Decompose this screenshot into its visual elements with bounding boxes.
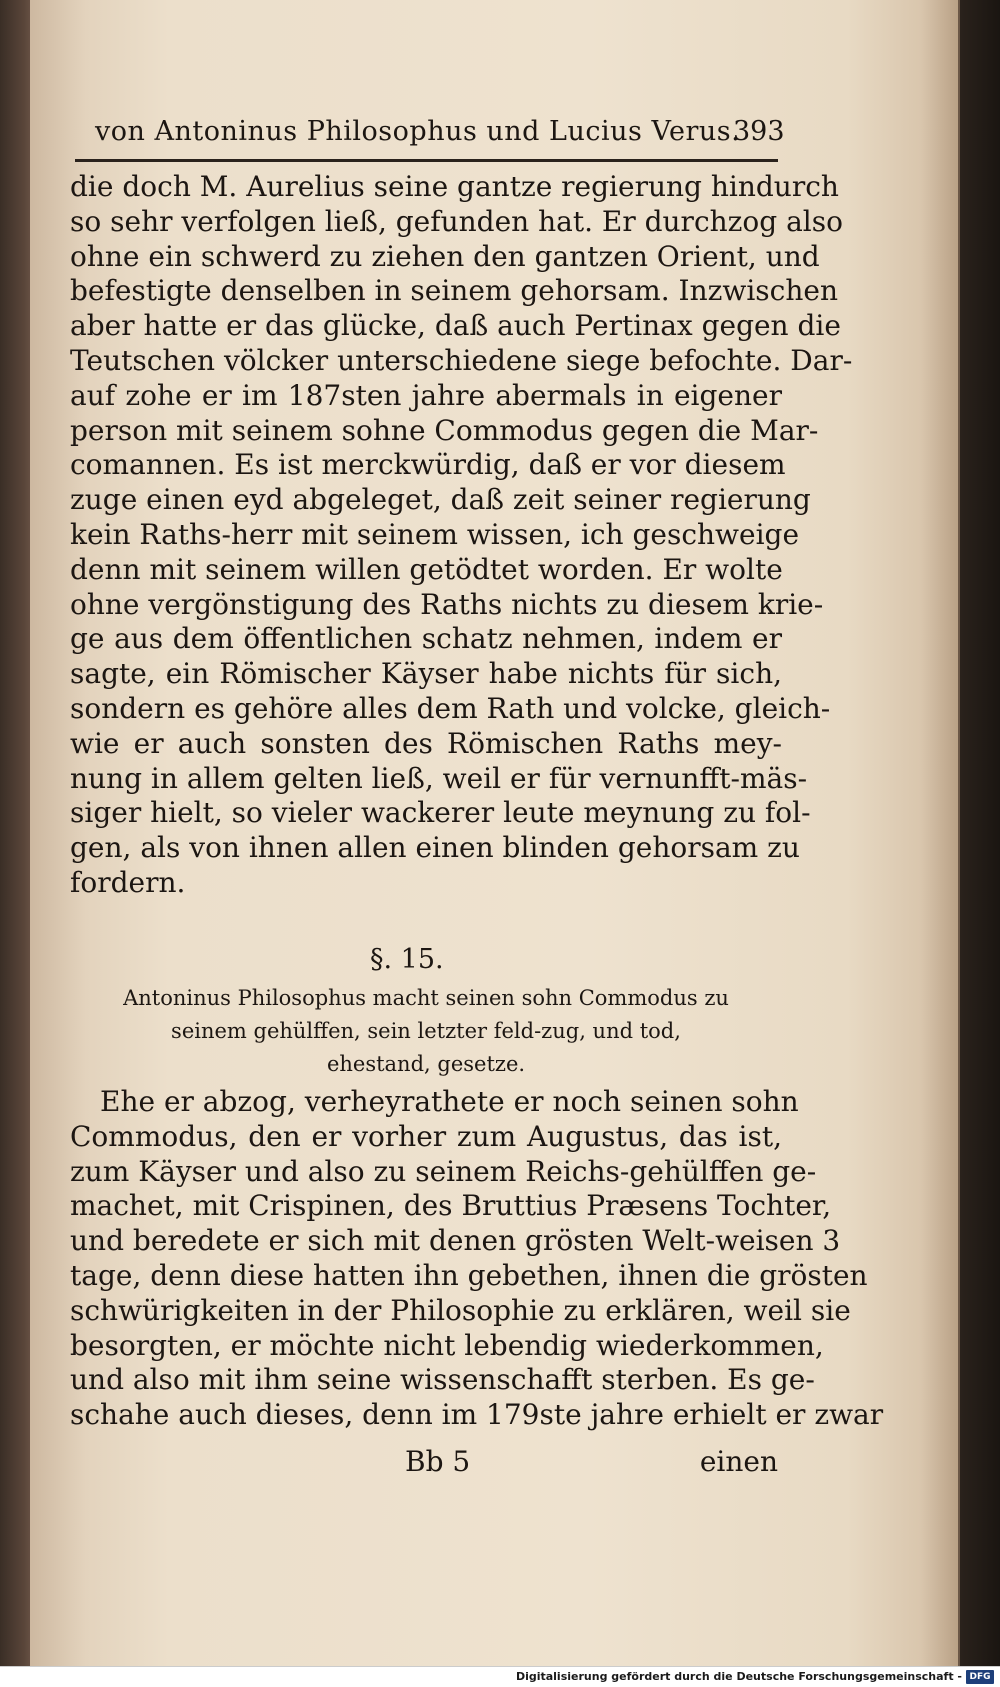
text-line: siger hielt, so vieler wackerer leute meynung zu fol- [70,796,811,830]
text-line: tage, denn diese hatten ihn gebethen, ihnen die grösten [70,1258,868,1292]
text-line: ohne vergönstigung des Raths nichts zu diesem krie- [70,587,824,621]
body-text-block-2 [70,1085,884,1433]
text-line: gen, als von ihnen allen einen blinden gehorsam zu [70,831,800,865]
text-line: ohne ein schwerd zu ziehen den gantzen Orient, und [70,239,820,273]
text-line: kein Raths-herr mit seinem wissen, ich geschweige [70,517,800,551]
text-line: zuge einen eyd abgeleget, daß zeit seiner regierung [70,483,811,517]
section-number: §. 15. [370,944,444,975]
page-edge-shadow [960,0,1000,1666]
text-line: besorgten, er möchte nicht lebendig wiederkommen, [70,1328,824,1362]
text-line: so sehr verfolgen ließ, gefunden hat. Er durchzog also [70,204,843,238]
text-line: Ehe er abzog, verheyrathete er noch seinen sohn [100,1085,799,1118]
text-line: machet, mit Crispinen, des Bruttius Præsens Tochter, [70,1189,832,1223]
text-line: denn mit seinem willen getödtet worden. Er wolte [70,552,783,586]
text-line: sagte, ein Römischer Käyser habe nichts für sich, [70,657,782,691]
text-line: und also mit ihm seine wissenschafft sterben. Es ge- [70,1363,815,1397]
text-line: auf zohe er im 187sten jahre abermals in eigener [70,378,782,412]
text-line: zum Käyser und also zu seinem Reichs-gehülffen ge- [70,1154,817,1188]
header-rule [75,159,778,162]
text-line: die doch M. Aurelius seine gantze regierung hindurch [70,170,839,203]
running-head: von Antoninus Philosophus und Lucius Verus. [95,116,741,147]
body-text-block-1 [70,170,853,901]
text-line: sondern es gehöre alles dem Rath und volcke, gleich- [70,691,831,725]
text-line: ge aus dem öffentlichen schatz nehmen, indem er [70,622,782,656]
page-number: 393 [733,116,785,147]
text-line: nung in allem gelten ließ, weil er für vernunfft-mäs- [70,761,808,795]
digitization-credit-bar [0,1666,1000,1687]
text-line: fordern. [70,865,186,899]
dfg-logo: DFG [966,1670,994,1684]
text-line: und beredete er sich mit denen grösten Welt-weisen 3 [70,1224,841,1258]
text-line: befestigte denselben in seinem gehorsam. Inzwischen [70,274,838,308]
text-line: wie er auch sonsten des Römischen Raths mey- [70,726,782,760]
signature-mark: Bb 5 [405,1445,471,1478]
text-line: Commodus, den er vorher zum Augustus, das ist, [70,1119,782,1153]
text-line: Teutschen völcker unterschiedene siege befochte. Dar- [70,343,853,377]
section-heading-line: Antoninus Philosophus macht seinen sohn Commodus zu [123,986,729,1010]
text-line: schahe auch dieses, denn im 179ste jahre erhielt er zwar [70,1398,884,1432]
text-line: comannen. Es ist merckwürdig, daß er vor diesem [70,448,786,482]
page-footer [70,1445,782,1481]
catchword: einen [699,1445,778,1478]
section-heading-line: seinem gehülffen, sein letzter feld-zug, und tod, [171,1019,681,1043]
text-line: schwürigkeiten in der Philosophie zu erklären, weil sie [70,1293,851,1327]
text-line: aber hatte er das glücke, daß auch Pertinax gegen die [70,309,841,343]
text-line: person mit seinem sohne Commodus gegen die Mar- [70,413,819,447]
section-heading-line: ehestand, gesetze. [326,1052,526,1076]
section-heading [70,982,782,1081]
credit-text: Digitalisierung gefördert durch die Deutsche Forschungsgemeinschaft - [515,1670,962,1683]
